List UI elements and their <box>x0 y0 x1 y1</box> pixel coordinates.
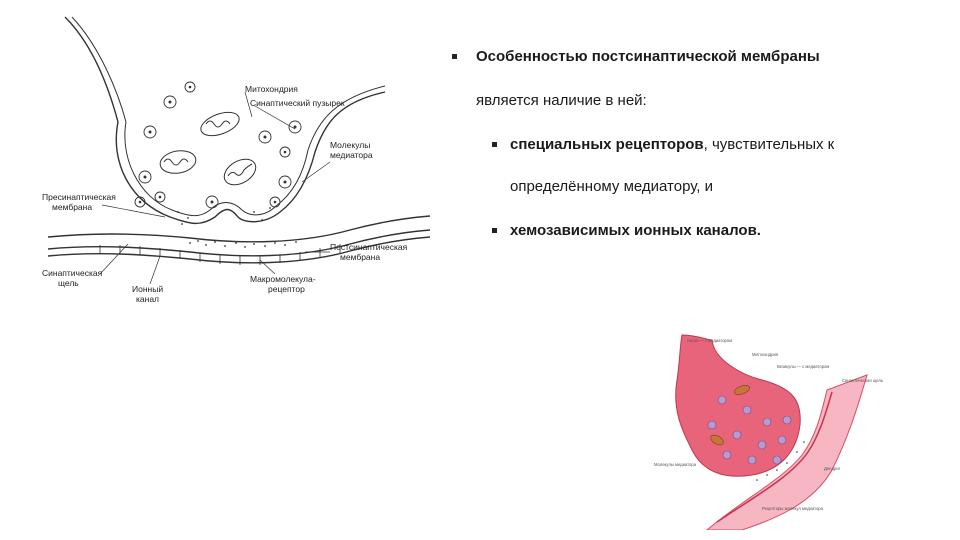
color-label-vesicles: Везикулы — с медиатором <box>777 364 830 369</box>
color-label-mito: Митохондрия <box>752 352 779 357</box>
synapse-schematic-diagram <box>40 12 435 312</box>
label-mediator-line2: медиатора <box>330 150 373 160</box>
color-label-receptors: Рецепторы молекул медиатора <box>762 506 823 511</box>
label-mitochondria: Митохондрия <box>245 84 298 94</box>
list-item-channels: хемозависимых ионных каналов. <box>510 222 761 239</box>
label-receptor-line1: Макромолекула- <box>250 274 316 284</box>
label-vesicle: Синаптический пузырек <box>250 98 345 108</box>
bullet-square-icon <box>492 228 497 233</box>
label-postsyn-line1: Постсинаптическая <box>330 242 408 252</box>
color-label-dendrite: Дендрит <box>824 466 841 471</box>
list-item-receptors <box>510 136 834 153</box>
heading-continuation: является наличие в ней: <box>476 92 647 109</box>
color-label-cleft: Синаптическая щель <box>842 378 884 383</box>
label-channel-line1: Ионный <box>132 284 164 294</box>
list-item-receptors-continuation: определённому медиатору, и <box>510 178 713 195</box>
presynaptic-bulb <box>676 335 801 476</box>
label-presyn-line1: Пресинаптическая <box>42 192 116 202</box>
color-label-axon: Аксон — с медиатором <box>687 338 733 343</box>
label-cleft-line1: Синаптическая <box>42 268 103 278</box>
bullet-square-icon <box>492 142 497 147</box>
synapse-color-diagram <box>652 330 912 530</box>
label-postsyn-line2: мембрана <box>340 252 381 262</box>
label-channel-line2: канал <box>136 294 160 304</box>
heading-line: Особенностью постсинаптической мембраны <box>476 48 820 65</box>
color-label-mediator: Молекулы медиатора <box>654 462 697 467</box>
presynaptic-terminal-inner <box>72 17 385 216</box>
label-mediator-line1: Молекулы <box>330 140 371 150</box>
label-receptor-line2: рецептор <box>268 284 305 294</box>
bullet-square-icon <box>452 54 457 59</box>
mitochondria <box>158 108 260 190</box>
list-item-receptors-bold: специальных рецепторов <box>510 136 704 153</box>
label-cleft-line2: щель <box>58 278 79 288</box>
label-presyn-line2: мембрана <box>52 202 93 212</box>
list-item-receptors-rest: , чувствительных к <box>703 136 835 153</box>
